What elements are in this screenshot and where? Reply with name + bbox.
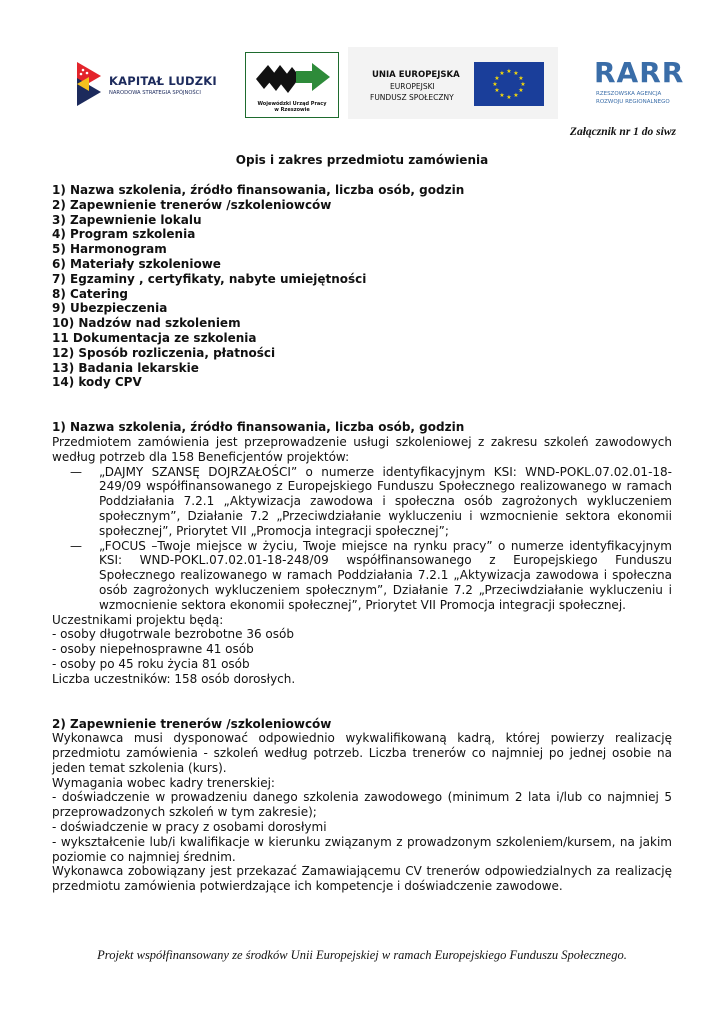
logo-bar xyxy=(0,44,724,124)
svg-text:★: ★ xyxy=(513,92,519,99)
kapital-ludzki-title: KAPITAŁ LUDZKI xyxy=(109,74,217,88)
toc-item: 3) Zapewnienie lokalu xyxy=(52,212,202,227)
svg-text:★: ★ xyxy=(518,75,524,82)
rarr-sub-2: ROZWOJU REGIONALNEGO xyxy=(596,98,670,105)
ue-line-3: FUNDUSZ SPOŁECZNY xyxy=(370,93,454,102)
svg-text:★: ★ xyxy=(492,81,498,88)
kapital-ludzki-subtitle: NARODOWA STRATEGIA SPÓJNOŚCI xyxy=(109,90,201,96)
wup-text-1: Wojewódzki Urząd Pracy xyxy=(257,101,327,107)
section-2-para-1: Wykonawca musi dysponować odpowiednio wykwalifikowaną kadrą, której powierzy realizację przedmiotu zamówienia - szkoleń według potrzeb. Liczba trenerów co najmniej po jednej osobie na jeden temat szkolenia (kurs). xyxy=(52,731,672,775)
ue-efs-logo xyxy=(348,47,558,119)
eu-flag-icon xyxy=(474,62,544,106)
participants-item: - osoby długotrwale bezrobotne 36 osób xyxy=(52,627,294,642)
svg-text:★: ★ xyxy=(499,92,505,99)
rarr-logo xyxy=(594,56,684,114)
section-2-requirement: - doświadczenie w pracy z osobami dorosłymi xyxy=(52,820,327,835)
toc-item: 2) Zapewnienie trenerów /szkoleniowców xyxy=(52,197,332,212)
svg-text:★: ★ xyxy=(506,94,512,101)
toc-item: 9) Ubezpieczenia xyxy=(52,301,168,316)
kapital-ludzki-logo xyxy=(75,62,215,108)
table-of-contents xyxy=(52,183,672,390)
svg-text:★: ★ xyxy=(518,87,524,94)
toc-item: 11 Dokumentacja ze szkolenia xyxy=(52,330,257,345)
svg-text:★: ★ xyxy=(494,87,500,94)
toc-item: 13) Badania lekarskie xyxy=(52,360,199,375)
toc-item: 14) kody CPV xyxy=(52,375,142,390)
section-1-heading: 1) Nazwa szkolenia, źródło finansowania, liczba osób, godzin xyxy=(52,420,465,435)
svg-text:★: ★ xyxy=(494,75,500,82)
svg-text:★: ★ xyxy=(513,70,519,77)
project-bullet-1 xyxy=(52,465,672,539)
ue-line-2: EUROPEJSKI xyxy=(390,82,435,91)
svg-text:★: ★ xyxy=(506,68,512,75)
toc-item: 10) Nadzów nad szkoleniem xyxy=(52,316,241,331)
toc-item: 5) Harmonogram xyxy=(52,242,167,257)
kapital-ludzki-mark-icon xyxy=(75,62,103,106)
project-bullet-2-text: „FOCUS –Twoje miejsce w życiu, Twoje miejsce na rynku pracy” o numerze identyfikacyjnym KSI: WND-POKL.07.02.01-18-248/09 współfinansowanego z Europejskiego Funduszu Społecznego realizowanego w ramach Poddziałania 7.2.1 „Aktywizacja zawodowa i społeczna osób zagrożonych wykluczeniem społecznym”, Działanie 7.2 „Przeciwdziałanie wykluczeniu i wzmocnienie sektora ekonomii społecznej”, Priorytet VII Promocja integracji społecznej. xyxy=(99,538,672,612)
wup-rzeszow-logo xyxy=(245,52,339,118)
footer-note: Projekt współfinansowany ze środków Unii Europejskiej w ramach Europejskiego Funduszu Społecznego. xyxy=(97,948,627,962)
participants-intro: Uczestnikami projektu będą: xyxy=(52,612,224,627)
svg-text:★: ★ xyxy=(499,70,505,77)
toc-item: 6) Materiały szkoleniowe xyxy=(52,256,221,271)
toc-item: 8) Catering xyxy=(52,286,128,301)
svg-text:★: ★ xyxy=(520,81,526,88)
annex-label: Załącznik nr 1 do siwz xyxy=(569,126,676,138)
document-body xyxy=(52,183,672,894)
participants-item: - osoby niepełnosprawne 41 osób xyxy=(52,642,254,657)
section-1-intro: Przedmiotem zamówienia jest przeprowadzenie usługi szkoleniowej z zakresu szkoleń zawodowych według potrzeb dla 158 Beneficjentów projektów: xyxy=(52,434,672,464)
rarr-sub-1: RZESZOWSKA AGENCJA xyxy=(596,91,662,97)
wup-arrow-icon xyxy=(252,57,332,97)
toc-item: 12) Sposób rozliczenia, płatności xyxy=(52,345,276,360)
section-2-requirement: - wykształcenie lub/i kwalifikacje w kierunku związanym z prowadzonym szkoleniem/kursem, na jakim poziomie co najmniej średnim. xyxy=(52,834,672,864)
dash-bullet-icon: — xyxy=(70,538,82,553)
participants-total: Liczba uczestników: 158 osób dorosłych. xyxy=(52,671,296,686)
project-bullet-2 xyxy=(52,539,672,613)
project-bullet-1-text: „DAJMY SZANSĘ DOJRZAŁOŚCI” o numerze identyfikacyjnym KSI: WND-POKL.07.02.01-18-249/09 współfinansowanego z Europejskiego Funduszu Społecznego realizowanego w ramach Poddziałania 7.2.1 „Aktywizacja zawodowa i społeczna osób zagrożonych wykluczeniem społecznym”, Działanie 7.2 „Przeciwdziałanie wykluczeniu i wzmocnienie sektora ekonomii społecznej”, Priorytet VII „Promocja integracji społecznej”; xyxy=(99,464,672,538)
participants-item: - osoby po 45 roku życia 81 osób xyxy=(52,656,250,671)
rarr-title: RARR xyxy=(594,56,685,89)
toc-item: 7) Egzaminy , certyfikaty, nabyte umiejętności xyxy=(52,271,367,286)
ue-line-1: UNIA EUROPEJSKA xyxy=(372,70,460,80)
document-title: Opis i zakres przedmiotu zamówienia xyxy=(235,153,489,167)
section-2-para-2: Wykonawca zobowiązany jest przekazać Zamawiającemu CV trenerów odpowiedzialnych za realizację przedmiotu zamówienia potwierdzające ich kompetencje i doświadczenie zawodowe. xyxy=(52,864,672,894)
toc-item: 4) Program szkolenia xyxy=(52,227,196,242)
dash-bullet-icon: — xyxy=(70,464,82,479)
wup-text-2: w Rzeszowie xyxy=(274,107,310,113)
section-2-requirements-intro: Wymagania wobec kadry trenerskiej: xyxy=(52,775,275,790)
section-2-requirement: - doświadczenie w prowadzeniu danego szkolenia zawodowego (minimum 2 lata i/lub co najmniej 5 przeprowadzonych szkoleń w tym zakresie); xyxy=(52,790,672,820)
toc-item: 1) Nazwa szkolenia, źródło finansowania, liczba osób, godzin xyxy=(52,183,465,197)
section-2-heading: 2) Zapewnienie trenerów /szkoleniowców xyxy=(52,716,332,731)
